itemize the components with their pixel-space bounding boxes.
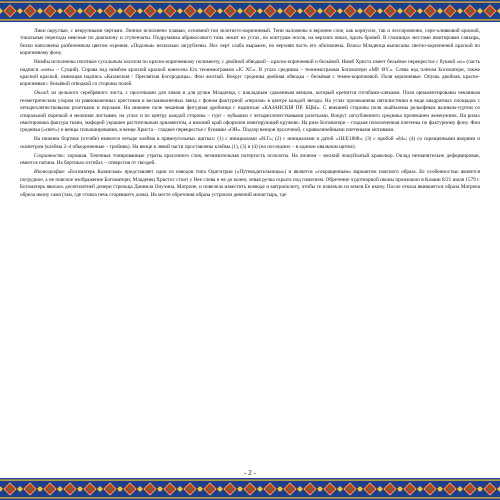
ornament-dot (228, 487, 231, 490)
ornament-dot (208, 9, 211, 12)
ornament-dot (128, 9, 131, 12)
ornament-dot (168, 487, 171, 490)
ornament-dot (108, 487, 111, 490)
ornament-dot (268, 487, 271, 490)
ornament-dot (248, 9, 251, 12)
ornament-dot (248, 487, 251, 490)
ornament-pattern-top (0, 0, 500, 22)
document-body (20, 28, 480, 466)
ornament-dot (468, 487, 471, 490)
paragraph-text: Нимбы исполнены плотным сусальным золотом по красно-коричневому полименту, с двойной обводкой – красно-коричневой и бельёвой. Нимб Христа имеет бельёвое перекрестье с буквой «ω» (часть надписи «ωнъ» – Сущий). Справа над нимбом красной краской нанесена Его теонимограмма «IC XC». В углах средника – теонимограмма Богоматери «МР. ΘY.». Слева над плечом Богоматери, также красной краской, имеющая надпись «Казанския / Пресвятыя Богородицы». Фон желтый. Вокруг средника двойная обводка – бельёвая с темно-коричневой. Поля коричневые. Опушь двойная, красно-коричневая с бельёвой отводкой со стороны полей. (20, 59, 480, 88)
ornament-dot (348, 487, 351, 490)
section-label: Сохранность (34, 152, 64, 159)
ornament-dot (28, 487, 31, 490)
ornament-dot (88, 487, 91, 490)
ornament-dot (228, 9, 231, 12)
ornament-dot (488, 487, 491, 490)
ornament-dot (288, 487, 291, 490)
ornament-dot (68, 487, 71, 490)
ornament-dot (428, 9, 431, 12)
ornament-dot (188, 487, 191, 490)
paragraph (20, 28, 480, 58)
ornament-dot (448, 487, 451, 490)
ornament-dot (108, 9, 111, 12)
ornament-dot (268, 9, 271, 12)
ornament-dot (188, 9, 191, 12)
ornament-dot (448, 9, 451, 12)
ornament-dot (428, 487, 431, 490)
ornament-dot (368, 9, 371, 12)
ornament-dot (308, 487, 311, 490)
section-label: Иконография (34, 169, 64, 176)
paragraph (20, 59, 480, 89)
ornament-dot (408, 487, 411, 490)
ornament-dot (208, 487, 211, 490)
page-number: - 2 - (244, 469, 256, 477)
paragraph (20, 136, 480, 151)
paragraph (20, 153, 480, 168)
paragraph-text: : «Богоматерь Казанская» представляет один из изводов типа Одигитрии («Путеводительницы») и является «сокращенным» вариантом поясного образа. Ее особенностью является погрудное, а не поясное изображение Богоматери; Младенец Христос стоит у Нее слева и не до колен, левая ручка скрыта под гиматием. Обретение чудотворной иконы произошло в Казани 8/21 июля 1579 г. Богоматерь явилась десятилетней дочери стрельца Даниила Онучина, Матроне, и повелела известить воеводе и митрополиту, чтобы те извлекли из земли Ее икону. После откаха явившегося образа Матрена обрела икону сама (там, где стояла печь сгоревшего дома). На месте обретения образа устроили девичий монастырь, где (20, 169, 480, 198)
ornament-dot (68, 9, 71, 12)
ornament-dot (48, 9, 51, 12)
ornamental-border-bottom (0, 478, 500, 500)
ornament-dot (8, 487, 11, 490)
ornament-pattern-bottom (0, 478, 500, 500)
ornamental-border-top (0, 0, 500, 22)
ornament-dot (128, 487, 131, 490)
ornament-dot (468, 9, 471, 12)
ornament-dot (388, 487, 391, 490)
ornament-dot (88, 9, 91, 12)
ornament-dot (148, 9, 151, 12)
paragraph-text: : из цельного серебряного листа, с просечками для ликов и для ручки Младенца, с накладным сдвоенным венцом, который крепится отгибами-лапками. Поля орнаментированы чеканным геометрическим узором из равноконечных крестиков и восьмиконечных звезд с фоном фактурной «перлом» в центре каждой звезды. На углах прочеканены пятилистники в виде квадратных площадок с четырехлепестковыми розетками и перлами. На нижнем поле чеканная фигурная дробница с надписью «КАЗАНСКІЯ ПР. БЦЫ». С внешней стороны поля окаймлены рельефным валиком-гуртом со спиральной порезкой и мелкими листьями, на углах и по центру каждой стороны – гурт – кубышки с четырехлепестковыми розетками. Вокруг заглубленного средника прочеканен жемчужник. На ризах имитирована фактура ткани, мафорий украшен растительным орнаментом, а нижний край оформлен имитирующей кружево. На ризе Богоматери – гладкая позолоченная плетенка по фактурному фону. Фон средника («свет») и венцы гильоширования, в венце Христа – гладкое перекрестье с буквами «ОН». Подзор венцов просечной, с криволинейными плетеными мотивами. (20, 90, 480, 134)
paragraph-text: : хорошая. Точечные тонированные утраты красочного слоя, незначительная потертость позолоты. На личном – мелкий чешуйчатый кракелюр. Оклад незначительно деформирован, имеется патина. На бортиках-отгибах – отверстия от гвоздей. (20, 152, 480, 167)
ornament-dot (388, 9, 391, 12)
paragraph-text: На нижнем бортике (отгибе) имеются четыре клейма в прямоугольных щитках: (1) с инициалами «И.Г»; (2) с инициалами и датой «1Н/Е1888»; (3) с пробой «84»; (4) со скрещенными якорями и скипетром (клейма 2–4 объединенные – тройник). На венце в левой части проставлены клейма (1), (3) и (4) (на последних – в едином овальном щитке). (20, 136, 480, 150)
ornament-dot (48, 487, 51, 490)
section-label: Оклад (34, 90, 48, 97)
ornament-dot (368, 487, 371, 490)
ornament-dot (8, 9, 11, 12)
paragraph-text: Лики округлые, с некрупными чертами. Личное исполнено плавью, основной тон золотисто-коричневый. Тени наложены в верхнем слое, как корпусно, так и лессировочно, серо-оливковой краской, тональные переходы неясные по диапазону и ступенчаты. Подрумянка абрикосового тона лежит на устах, по контурам носов, на верхних веках, вдоль бровей. В глазницах местами имитирован санкирь, белки наполнены разбеленным цветом охрения. «Подочья» несколько загрублены. Нос черт слабо выражен, но верхняя часть его обозначена. Власы Младенца выписаны светло-коричневой краской по коричневому фону. (20, 28, 480, 57)
ornament-dot (168, 9, 171, 12)
ornament-dot (328, 9, 331, 12)
ornament-dot (408, 9, 411, 12)
ornament-dot (148, 487, 151, 490)
ornament-dot (328, 487, 331, 490)
paragraph (20, 90, 480, 134)
paragraph (20, 169, 480, 199)
ornament-dot (348, 9, 351, 12)
ornament-dot (288, 9, 291, 12)
ornament-dot (308, 9, 311, 12)
ornament-dot (28, 9, 31, 12)
ornament-dot (488, 9, 491, 12)
